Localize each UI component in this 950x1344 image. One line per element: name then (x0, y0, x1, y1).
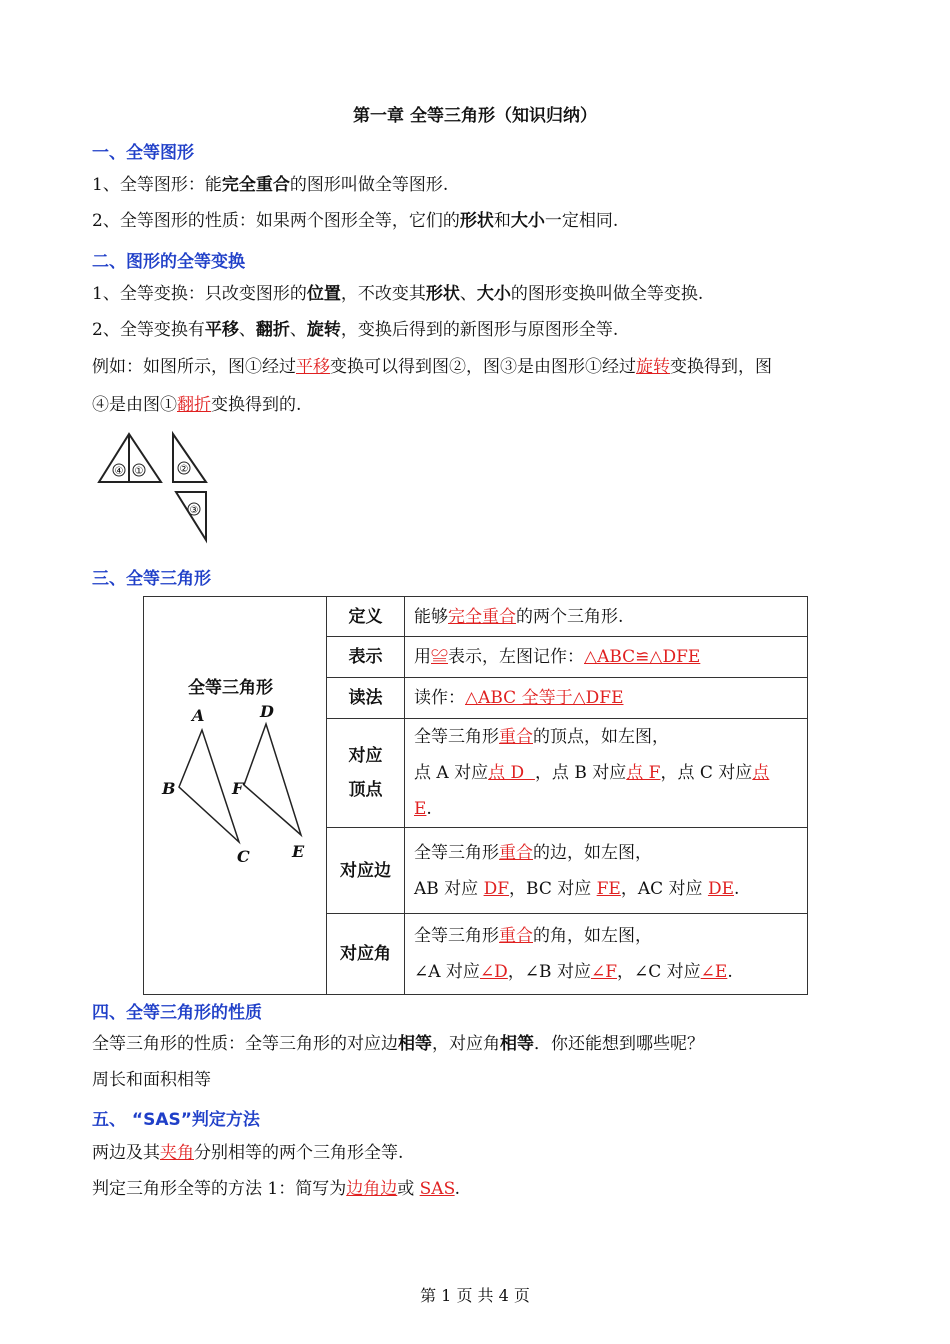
section-heading-5: 五、 “SAS”判定方法 (92, 1110, 260, 1130)
s2-example-line-1: 例如：如图所示，图①经过平移变换可以得到图②，图③是由图形①经过旋转变换得到，图 (92, 357, 772, 377)
row-label-definition: 定义 (327, 597, 405, 637)
vertex-label-D: D (260, 702, 274, 721)
row-label-notation: 表示 (327, 637, 405, 678)
s2-line-1: 1、全等变换：只改变图形的位置，不改变其形状、大小的图形变换叫做全等变换. (92, 284, 704, 304)
section-heading-3: 三、全等三角形 (92, 569, 211, 589)
row-label-corresponding-angles: 对应角 (327, 914, 405, 995)
vertex-label-F: F (232, 779, 244, 798)
s5-line-2: 判定三角形全等的方法 1：简写为边角边或 SAS. (92, 1179, 461, 1199)
s1-line-1: 1、全等图形：能完全重合的图形叫做全等图形. (92, 175, 449, 195)
vertex-label-B: B (162, 779, 176, 798)
page-footer: 第 1 页 共 4 页 (420, 1286, 530, 1305)
s4-line-1: 全等三角形的性质：全等三角形的对应边相等，对应角相等．你还能想到哪些呢？ (92, 1034, 704, 1054)
s4-line-2: 周长和面积相等 (92, 1070, 211, 1090)
row-value-corresponding-vertices: 全等三角形重合的顶点，如左图， 点 A 对应点 D ，点 B 对应点 F，点 C 对应点 E. (405, 719, 808, 828)
triangle-figure-cell (144, 597, 327, 995)
row-value-corresponding-sides: 全等三角形重合的边，如左图， AB 对应 DF，BC 对应 FE，AC 对应 DE. (405, 828, 808, 914)
row-label-corresponding-sides: 对应边 (327, 828, 405, 914)
s1-line-2: 2、全等图形的性质：如果两个图形全等，它们的形状和大小一定相同. (92, 211, 619, 231)
vertex-label-E: E (292, 842, 305, 861)
vertex-label-A: A (192, 706, 205, 725)
section-heading-2: 二、图形的全等变换 (92, 252, 245, 272)
s5-line-1: 两边及其夹角分别相等的两个三角形全等. (92, 1143, 404, 1163)
section-heading-1: 一、全等图形 (92, 143, 194, 163)
transformation-figure (95, 430, 215, 545)
vertex-label-C: C (237, 847, 250, 866)
congruent-triangles-figure (144, 697, 326, 877)
row-value-corresponding-angles: 全等三角形重合的角，如左图， ∠A 对应∠D，∠B 对应∠F，∠C 对应∠E. (405, 914, 808, 995)
congruent-triangle-table (143, 596, 808, 995)
s2-line-2: 2、全等变换有平移、翻折、旋转，变换后得到的新图形与原图形全等. (92, 320, 619, 340)
figure-title: 全等三角形 (188, 678, 273, 698)
s2-example-line-2: ④是由图①翻折变换得到的. (92, 395, 302, 415)
fig-label-2: ② (179, 464, 189, 475)
page-title: 第一章 全等三角形（知识归纳） (353, 106, 597, 126)
row-value-notation: 用≌表示，左图记作：△ABC≌△DFE (405, 637, 808, 678)
row-label-reading: 读法 (327, 678, 405, 719)
fig-label-3: ③ (189, 505, 199, 516)
row-label-corresponding-vertices: 对应 顶点 (327, 719, 405, 828)
section-heading-4: 四、全等三角形的性质 (92, 1003, 262, 1023)
row-value-definition: 能够完全重合的两个三角形. (405, 597, 808, 637)
row-value-reading: 读作：△ABC 全等于△DFE (405, 678, 808, 719)
fig-label-4: ④ (114, 466, 124, 477)
fig-label-1: ① (134, 466, 144, 477)
